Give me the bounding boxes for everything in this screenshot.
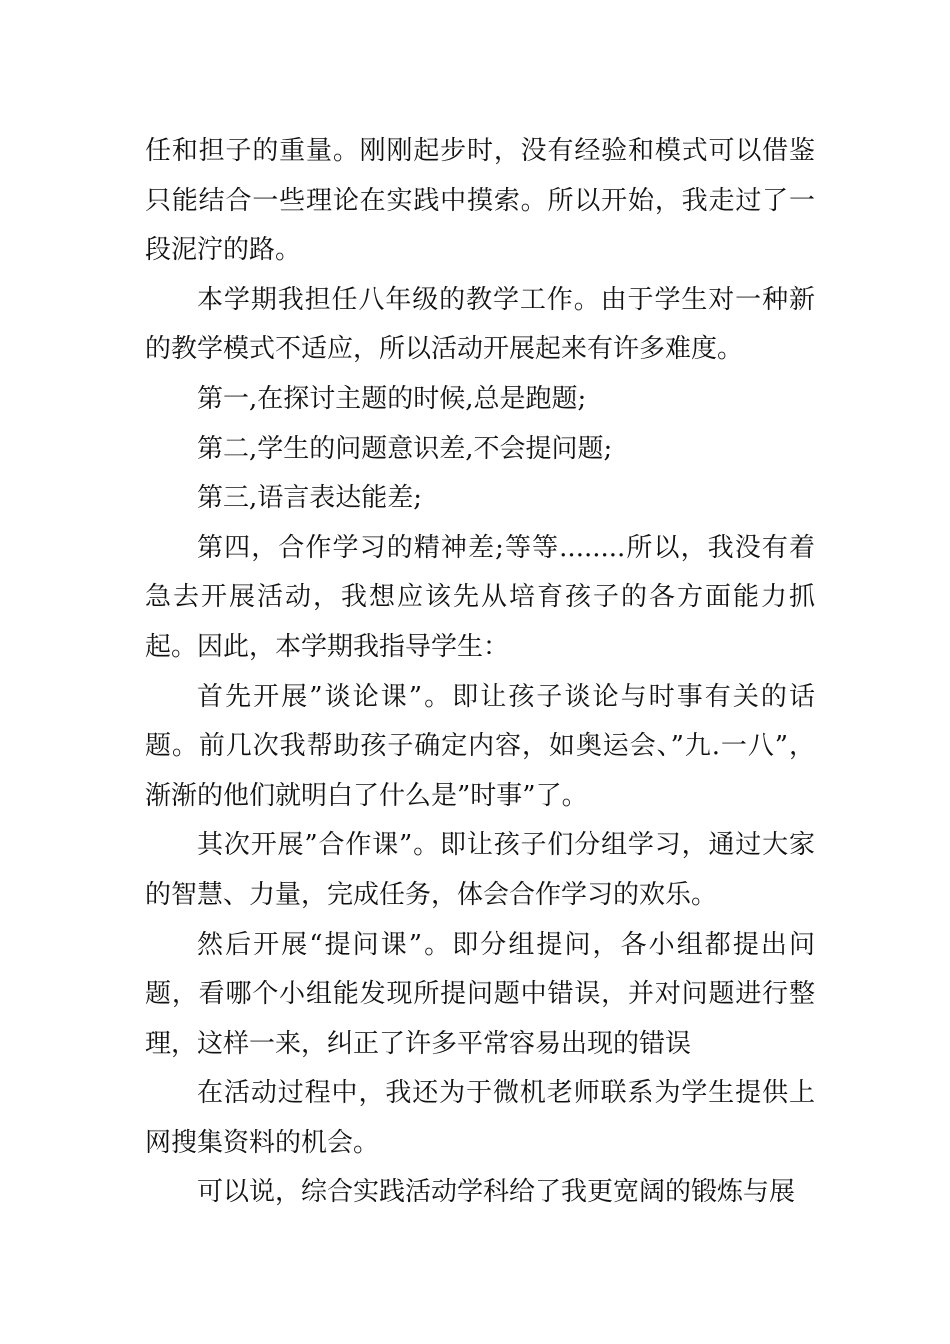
document-body [145,127,815,1218]
paragraph-6: 第四，合作学习的精神差;等等........所以，我没有着急去开展活动，我想应该先从培育孩子的各方面能力抓起。因此，本学期我指导学生： [145,532,815,662]
paragraph-7: 首先开展”谈论课”。即让孩子谈论与时事有关的话题。前几次我帮助孩子确定内容，如奥运会、”九.一八”，渐渐的他们就明白了什么是”时事”了。 [145,681,815,811]
paragraph-5: 第三,语言表达能差; [197,483,423,514]
paragraph-10: 在活动过程中，我还为于微机老师联系为学生提供上网搜集资料的机会。 [145,1078,815,1158]
paragraph-11: 可以说，综合实践活动学科给了我更宽阔的锻炼与展 [197,1177,796,1208]
paragraph-9: 然后开展“提问课”。即分组提问，各小组都提出问题，看哪个小组能发现所提问题中错误，并对问题进行整理，这样一来，纠正了许多平常容易出现的错误 [145,929,815,1059]
paragraph-4: 第二,学生的问题意识差,不会提问题; [197,433,613,464]
paragraph-1: 任和担子的重量。刚刚起步时，没有经验和模式可以借鉴只能结合一些理论在实践中摸索。所以开始，我走过了一段泥泞的路。 [145,136,815,266]
paragraph-2: 本学期我担任八年级的教学工作。由于学生对一种新的教学模式不适应，所以活动开展起来有许多难度。 [145,284,815,365]
paragraph-3: 第一,在探讨主题的时候,总是跑题; [197,383,587,414]
paragraph-8: 其次开展”合作课”。即让孩子们分组学习，通过大家的智慧、力量，完成任务，体会合作学习的欢乐。 [145,830,815,910]
